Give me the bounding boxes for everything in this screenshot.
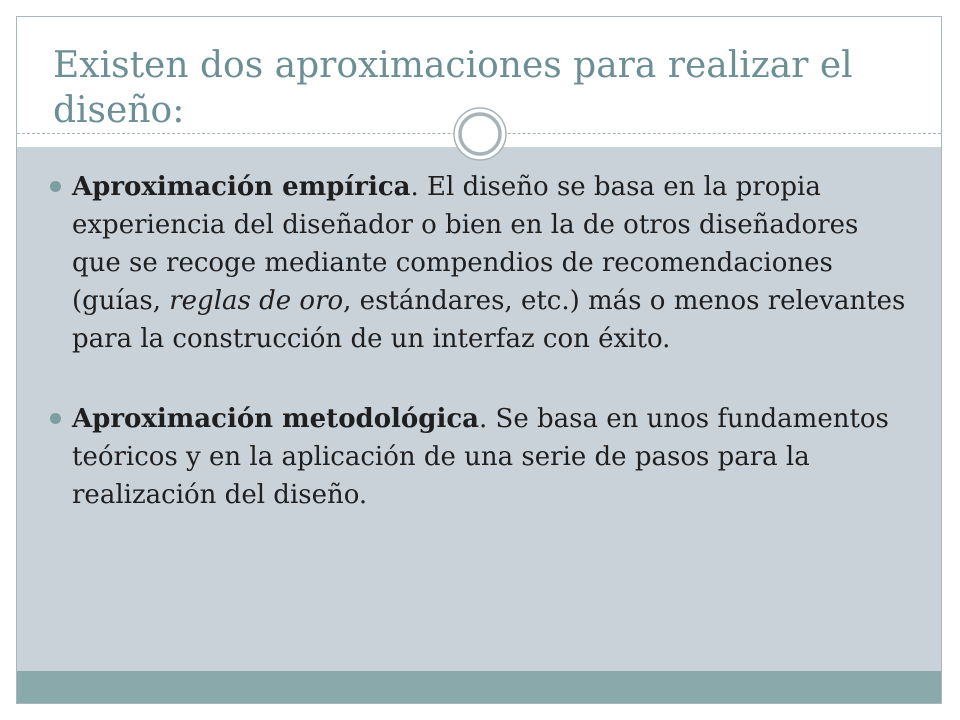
bullet-text: . El diseño se basa en la propia experiencia del diseñador o bien en la de otros diseñadores que se recoge mediante compendios de recomendaciones (guías,: [72, 172, 859, 316]
circle-ornament-icon: [452, 106, 508, 162]
bullet-dot-icon: [50, 413, 61, 424]
bullet-italic-text: reglas de oro: [169, 286, 344, 316]
bullet-item-methodological: [48, 400, 908, 514]
bullet-list: [48, 168, 908, 556]
slide-title: Existen dos aproximaciones para realizar el diseño:: [53, 45, 853, 131]
bullet-lead: Aproximación metodológica: [72, 404, 480, 434]
bullet-item-empirical: [48, 168, 908, 358]
bullet-text-continued: , estándares, etc.) más o menos relevantes para la construcción de un interfaz con éxito.: [72, 286, 906, 354]
bullet-lead: Aproximación empírica: [72, 172, 411, 202]
footer-bar: [17, 671, 941, 703]
bullet-text: . Se basa en unos fundamentos teóricos y en la aplicación de una serie de pasos para la realización del diseño.: [72, 404, 889, 510]
bullet-dot-icon: [50, 181, 61, 192]
